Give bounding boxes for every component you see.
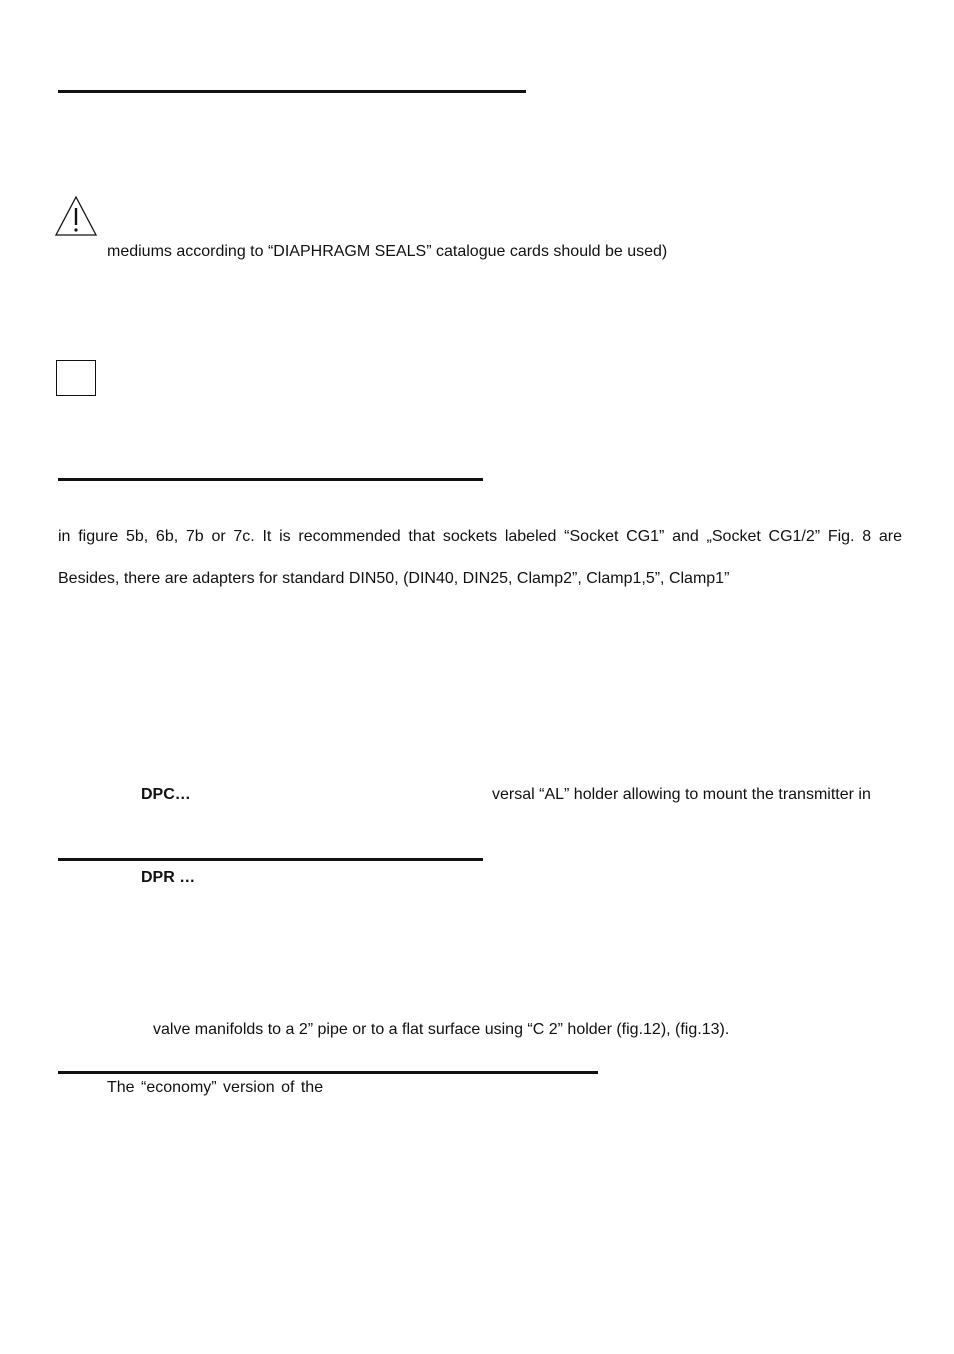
section-rule-4 xyxy=(58,1071,598,1074)
adapters-line: Besides, there are adapters for standard DIN50, (DIN40, DIN25, Clamp2”, Clamp1,5”, Clamp1” xyxy=(58,570,730,587)
dpr-label: DPR … xyxy=(141,869,196,886)
section-rule-1 xyxy=(58,90,526,93)
warning-icon xyxy=(54,195,98,237)
note-box xyxy=(56,360,96,396)
socket-recommendation-line: in figure 5b, 6b, 7b or 7c. It is recommended that sockets labeled “Socket CG1” and „Socket CG1/2” Fig. 8 are xyxy=(58,528,902,545)
dpc-label: DPC… xyxy=(141,786,191,803)
section-rule-2 xyxy=(58,478,483,481)
valve-manifolds-text: valve manifolds to a 2” pipe or to a flat surface using “C 2” holder (fig.12), (fig.13). xyxy=(153,1021,730,1038)
section-rule-3 xyxy=(58,858,483,861)
diaphragm-seals-note: mediums according to “DIAPHRAGM SEALS” catalogue cards should be used) xyxy=(107,243,668,260)
al-holder-text: versal “AL” holder allowing to mount the transmitter in xyxy=(492,786,871,803)
economy-version-text: The “economy” version of the xyxy=(107,1079,324,1096)
